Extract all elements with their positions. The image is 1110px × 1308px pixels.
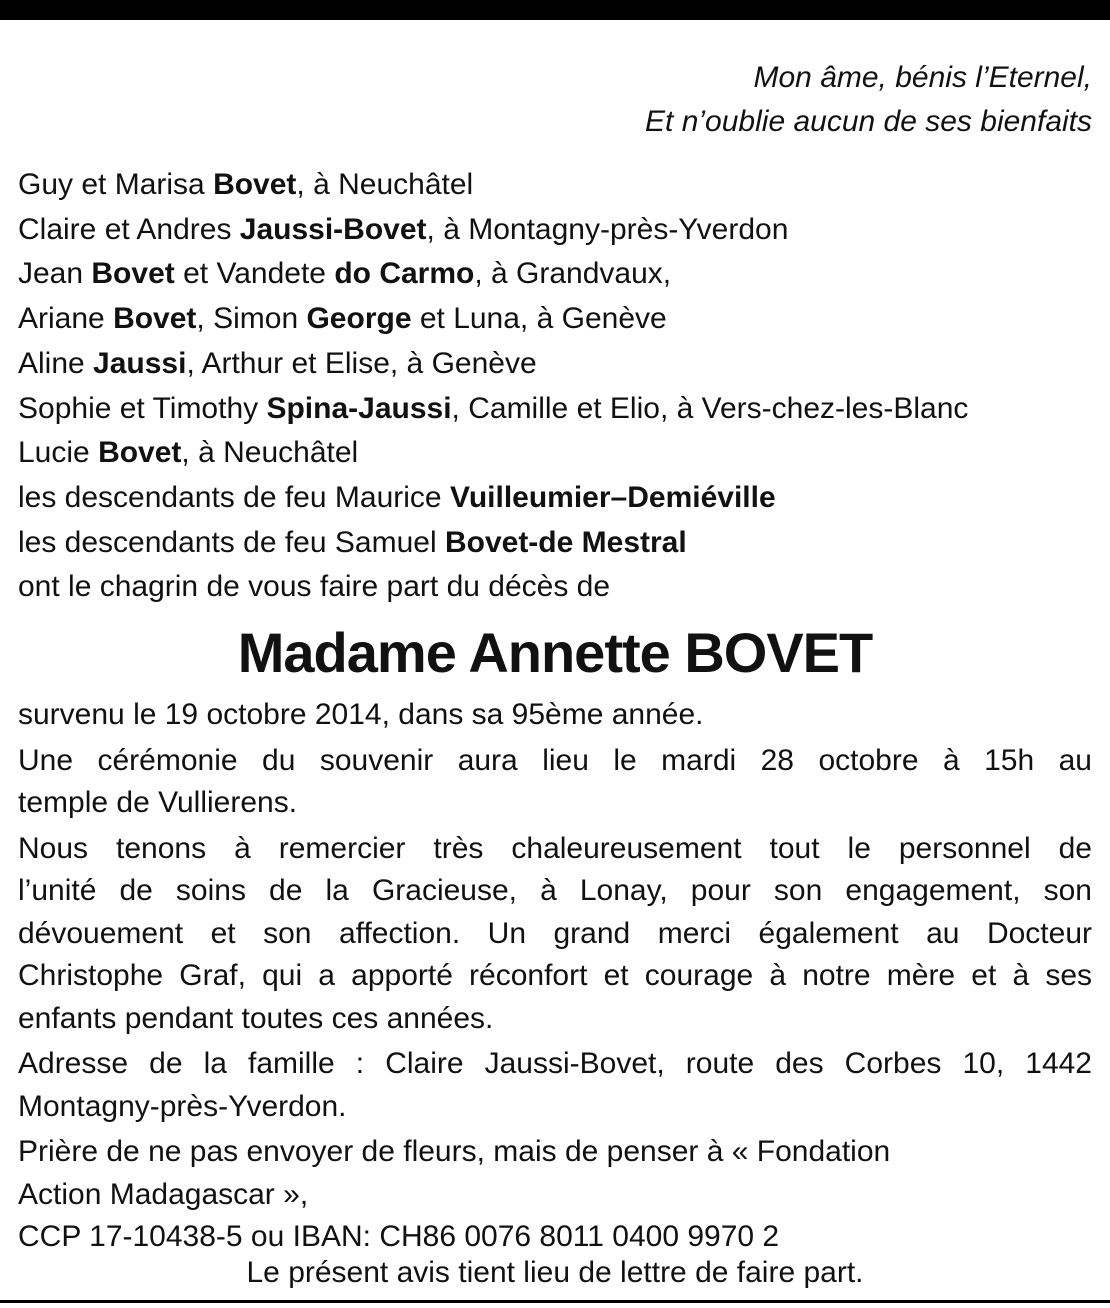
- text-line: Prière de ne pas envoyer de fleurs, mais de penser à « Fondation: [18, 1135, 891, 1168]
- family-text: , Arthur et Elise, à Genève: [186, 346, 537, 380]
- deceased-name: Madame Annette BOVET: [237, 621, 873, 684]
- family-text: ont le chagrin de vous faire part du décès de: [18, 570, 611, 604]
- family-text: , à Neuchâtel: [296, 168, 474, 201]
- text-line: Adresse de la famille : Claire Jaussi-Bovet, route des Corbes 10, 1442: [18, 1047, 1092, 1080]
- family-surname: Bovet: [113, 302, 197, 336]
- family-surname: Jaussi-Bovet: [239, 212, 427, 246]
- text-line: Action Madagascar »,: [18, 1177, 309, 1211]
- text-line: CCP 17-10438-5 ou IBAN: CH86 0076 8011 0400 9970 2: [18, 1220, 780, 1253]
- text-line: Montagny-près-Yverdon.: [18, 1089, 347, 1123]
- family-surname: Jaussi: [93, 346, 187, 380]
- family-text: , Simon: [196, 302, 307, 336]
- text-line: dévouement et son affection. Un grand merci également au Docteur: [18, 916, 1092, 950]
- family-text: Ariane: [18, 302, 114, 336]
- family-text: Guy et Marisa: [18, 168, 214, 201]
- family-line: [18, 565, 968, 610]
- text-line: Christophe Graf, qui a apporté réconfort et courage à notre mère et à ses: [18, 959, 1092, 992]
- text-line: temple de Vullierens.: [18, 786, 298, 819]
- family-list: [18, 163, 968, 610]
- family-text: Sophie et Timothy: [18, 391, 267, 425]
- top-border: [0, 0, 1110, 20]
- paragraph: [18, 1131, 1092, 1259]
- text-line: survenu le 19 octobre 2014, dans sa 95ème année.: [18, 698, 704, 731]
- paragraph: [18, 828, 1092, 1041]
- notice-body: [18, 694, 1092, 1262]
- paragraph: [18, 740, 1092, 825]
- family-line: [18, 208, 968, 253]
- verse-line: Mon âme, bénis l’Eternel,: [753, 61, 1092, 94]
- bottom-border: [0, 1300, 1110, 1303]
- family-line: [18, 252, 968, 297]
- family-text: Aline: [18, 346, 94, 380]
- family-surname: do Carmo: [334, 257, 475, 291]
- text-line: Nous tenons à remercier très chaleureusement tout le personnel de: [18, 831, 1092, 865]
- family-line: [18, 387, 968, 432]
- closing-line: Le présent avis tient lieu de lettre de faire part.: [246, 1256, 864, 1289]
- family-text: Jean: [18, 257, 92, 291]
- family-line: [18, 342, 968, 387]
- bible-verse: [645, 56, 1092, 144]
- family-text: et Luna, à Genève: [411, 302, 667, 336]
- paragraph: [18, 694, 1092, 737]
- family-text: les descendants de feu Samuel: [18, 525, 445, 559]
- family-text: , Camille et Elio, à Vers-chez-les-Blanc: [451, 391, 969, 425]
- family-surname: Spina-Jaussi: [266, 391, 452, 425]
- text-line: enfants pendant toutes ces années.: [18, 1001, 494, 1035]
- family-text: , à Montagny-près-Yverdon: [426, 212, 789, 246]
- text-line: Une cérémonie du souvenir aura lieu le mardi 28 octobre à 15h au: [18, 743, 1092, 777]
- family-line: [18, 476, 968, 521]
- family-surname: George: [306, 302, 412, 336]
- family-surname: Vuilleumier–Demiéville: [449, 480, 776, 514]
- family-line: [18, 163, 968, 208]
- paragraph: [18, 1043, 1092, 1128]
- family-text: , à Neuchâtel: [181, 436, 359, 470]
- family-line: [18, 431, 968, 476]
- family-text: Lucie: [18, 436, 99, 470]
- family-line: [18, 297, 968, 342]
- family-text: , à Grandvaux,: [474, 257, 672, 291]
- family-line: [18, 521, 968, 566]
- family-surname: Bovet: [98, 436, 182, 470]
- family-text: les descendants de feu Maurice: [18, 480, 450, 514]
- family-surname: Bovet-de Mestral: [444, 525, 687, 559]
- family-text: et Vandete: [174, 257, 335, 291]
- family-surname: Bovet: [213, 168, 297, 201]
- family-surname: Bovet: [91, 257, 175, 291]
- family-text: Claire et Andres: [18, 212, 240, 246]
- text-line: l’unité de soins de la Gracieuse, à Lonay, pour son engagement, son: [18, 874, 1092, 907]
- verse-line: Et n’oublie aucun de ses bienfaits: [645, 105, 1092, 138]
